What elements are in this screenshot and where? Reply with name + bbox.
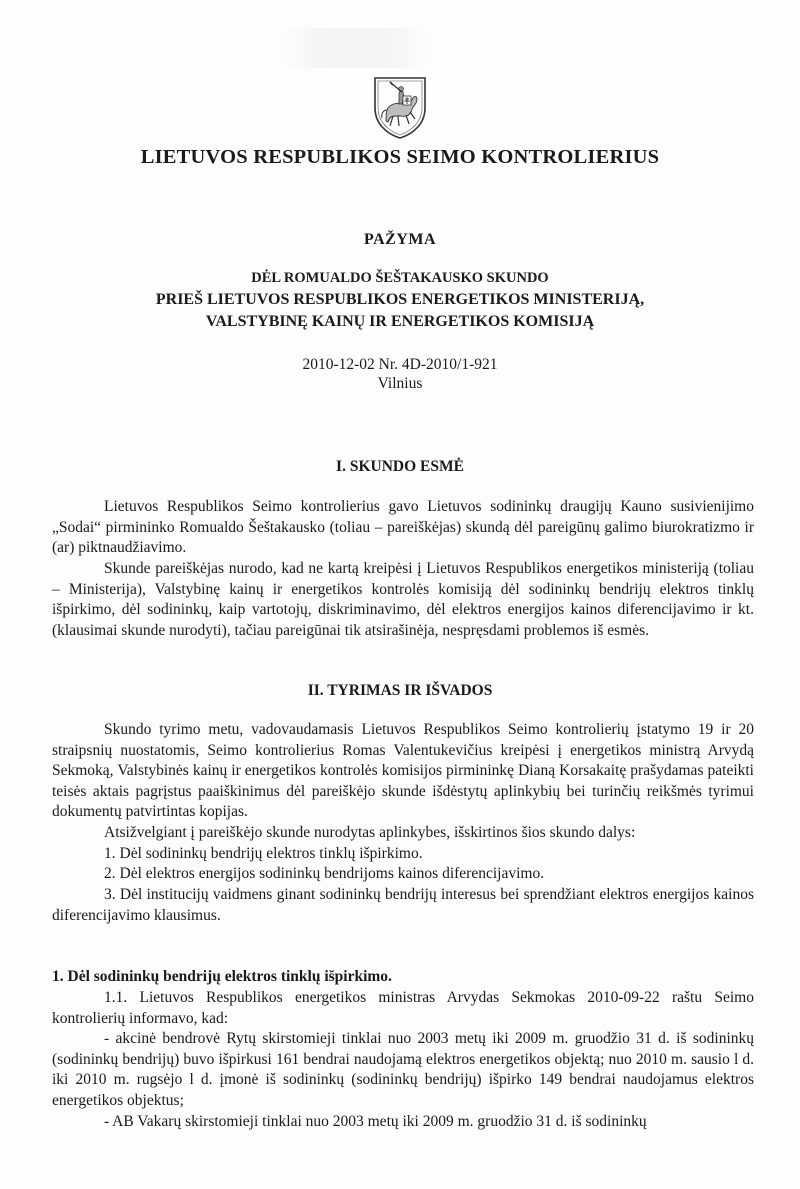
subject-line-3: VALSTYBINĘ KAINŲ IR ENERGETIKOS KOMISIJĄ: [205, 313, 595, 330]
scan-smudge: [280, 28, 430, 68]
institution-title: LIETUVOS RESPUBLIKOS SEIMO KONTROLIERIUS: [140, 146, 660, 168]
list-item-1: 1. Dėl sodininkų bendrijų elektros tinklų išpirkimo.: [104, 845, 423, 862]
coat-of-arms-icon: [371, 74, 429, 140]
list-item-2: 2. Dėl elektros energijos sodininkų bendrijoms kainos diferencijavimo.: [104, 865, 545, 882]
paragraph-investigation: Skundo tyrimo metu, vadovaudamasis Lietuvos Respublikos Seimo kontrolierių įstatymo 19 ir 20 straipsnių nuostatomis, Seimo kontrolierius Romas Valentukevičius kreipėsi į energetikos ministrą Arvydą Sekmoką, Valstybinės kainų ir energetikos kontrolės komisijos pirmininkę Dianą Korsakaitę prašydamas pateikti teisės aktais pagrįstus paaiškinimus dėl pareiškėjo skunde išdėstytų aplinkybių bei turinčių reikšmės tyrimui dokumentų patvirtintas kopijas.: [52, 721, 754, 821]
paragraph-ryty-networks: - akcinė bendrovė Rytų skirstomieji tinklai nuo 2003 metų iki 2009 m. gruodžio 31 d. iš sodininkų (sodininkų bendrijų) buvo išpirkusi 161 bendrai naudojamą elektros energetikos objektą; nuo 2010 m. sausio l d. iki 2010 m. rugsėjo l d. įmonė iš sodininkų (sodininkų bendrijų) išpirko 149 bendrai naudojamus elektros energetikos objektus;: [52, 1030, 754, 1109]
subject-line-1: DĖL ROMUALDO ŠEŠTAKAUSKO SKUNDO: [251, 270, 549, 286]
subject-line-2: PRIEŠ LIETUVOS RESPUBLIKOS ENERGETIKOS MINISTERIJĄ,: [155, 291, 645, 308]
document-city: Vilnius: [377, 375, 423, 392]
paragraph-complaint-intro: Lietuvos Respublikos Seimo kontrolierius gavo Lietuvos sodininkų draugijų Kauno susivienijimo „Sodai“ pirmininko Romualdo Šeštakausko (toliau – pareiškėjas) skundą dėl pareigūnų galimo biurokratizmo ir (ar) piktnaudžiavimo.: [52, 498, 754, 557]
section-heading-2: II. TYRIMAS IR IŠVADOS: [307, 682, 493, 699]
paragraph-vakary-networks: - AB Vakarų skirstomieji tinklai nuo 2003 metų iki 2009 m. gruodžio 31 d. iš sodininkų: [104, 1113, 647, 1130]
paragraph-complaint-details: Skunde pareiškėjas nurodo, kad ne kartą kreipėsi į Lietuvos Respublikos energetikos ministeriją (toliau – Ministerija), Valstybinę kainų ir energetikos kontrolės komisiją dėl sodininkų bendrijų elektros tinklų išpirkimo, dėl sodininkų, kaip vartotojų, diskriminavimo, dėl elektros energijos kainos diferencijavimo ir kt. (klausimai skunde nurodyti), tačiau pareigūnai tik atsirašinėja, nespręsdami problemos iš esmės.: [52, 560, 754, 639]
subsection-heading-1: 1. Dėl sodininkų bendrijų elektros tinklų išpirkimo.: [52, 968, 392, 985]
document-date-number: 2010-12-02 Nr. 4D-2010/1-921: [302, 356, 498, 373]
list-item-3: 3. Dėl institucijų vaidmens ginant sodininkų bendrijų interesus bei sprendžiant elektros energijos kainos diferencijavimo klausimus.: [52, 886, 754, 924]
section-heading-1: I. SKUNDO ESMĖ: [336, 458, 464, 475]
paragraph-minister-letter: 1.1. Lietuvos Respublikos energetikos ministras Arvydas Sekmokas 2010-09-22 raštu Seimo kontrolierių informavo, kad:: [52, 989, 754, 1027]
paragraph-complaint-parts: Atsižvelgiant į pareiškėjo skunde nurodytas aplinkybes, išskirtinos šios skundo dalys:: [104, 824, 636, 841]
document-type: PAŽYMA: [363, 231, 437, 248]
